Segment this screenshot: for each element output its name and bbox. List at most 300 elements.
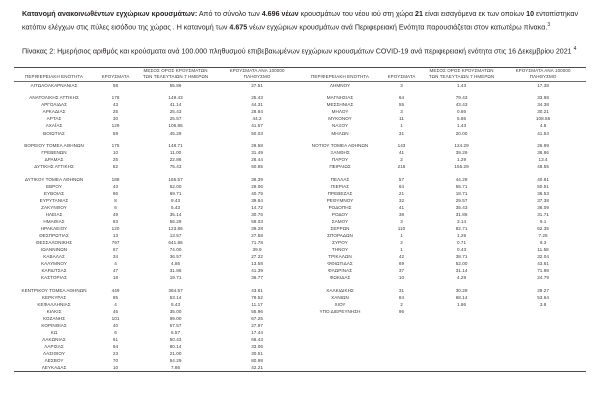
cases-per-100k-cell-left: 25.43 xyxy=(251,95,263,101)
region-name-cell-left: ΔΥΤΙΚΗΣ ΑΤΤΙΚΗΣ xyxy=(34,164,74,170)
cases-per-100k-cell-right: 53.64 xyxy=(537,294,549,300)
weekly-average-cell-right: 20.00 xyxy=(455,130,468,136)
cases-cell-right: 2 xyxy=(400,239,403,245)
empty-cell xyxy=(423,322,500,329)
cases-cell-left: 797 xyxy=(111,239,120,245)
region-name-cell-left: ΗΜΑΘΙΑΣ xyxy=(43,218,65,224)
region-name-cell-right: ΠΡΕΒΕΖΑΣ xyxy=(327,190,353,196)
cases-cell-left: 67 xyxy=(112,246,119,252)
cases-cell-left: 40 xyxy=(112,322,119,328)
weekly-average-cell-right: 31.86 xyxy=(455,211,468,217)
weekly-average-cell-left: 106.86 xyxy=(168,123,183,129)
cases-cell-left: 188 xyxy=(111,176,120,182)
cases-per-100k-cell-right: 11.58 xyxy=(537,246,549,252)
table-caption-text: Πίνακας 2: Ημερήσιος αριθμός και κρούσματα ανά 100.000 πληθυσμού επιβεβαιωμένων εγχώριων κρουσμάτων COVID-19 ανά περιφερειακή ενότητα στις 16 Δεκεμβρίου 2021 xyxy=(22,46,574,55)
weekly-average-cell-left: 56.29 xyxy=(169,218,182,224)
empty-cell xyxy=(380,343,423,350)
empty-cell xyxy=(423,329,500,336)
table-row xyxy=(14,176,586,183)
regional-cases-table-container xyxy=(14,67,586,372)
cases-cell-left: 4 xyxy=(114,260,117,266)
table-header xyxy=(14,68,586,82)
cases-per-100k-cell-right: 29.27 xyxy=(537,287,549,293)
region-name-cell-right: ΞΑΝΘΗΣ xyxy=(330,150,350,156)
imported-cases-value: 21 xyxy=(415,10,423,18)
cases-per-100k-cell-right: 48.55 xyxy=(537,164,549,170)
empty-cell xyxy=(300,322,380,329)
region-name-cell-left: ΑΧΑΪΑΣ xyxy=(45,123,63,129)
cases-cell-right: 64 xyxy=(398,183,405,189)
cases-per-100k-cell-left: 67.25 xyxy=(251,315,263,321)
empty-cell xyxy=(300,364,380,371)
cases-cell-left: 94 xyxy=(112,343,119,349)
report-page xyxy=(0,8,600,414)
table-row xyxy=(14,343,586,350)
cases-per-100k-cell-left: 39.84 xyxy=(251,197,263,203)
table-row xyxy=(14,130,586,137)
table-row xyxy=(14,239,586,246)
empty-cell xyxy=(423,336,500,343)
cases-per-100k-cell-right: 24.79 xyxy=(537,274,549,280)
table-row xyxy=(14,294,586,301)
cases-cell-right: 218 xyxy=(397,164,406,170)
header-cases-right: ΚΡΟΥΣΜΑΤΑ xyxy=(380,68,423,82)
empty-cell xyxy=(380,350,423,357)
empty-cell xyxy=(500,315,586,322)
intro-footnote-marker: 3 xyxy=(547,22,551,29)
weekly-average-cell-right: 0.86 xyxy=(456,109,467,115)
cases-cell-right: 2 xyxy=(400,157,403,163)
weekly-average-cell-right: 0.43 xyxy=(456,246,467,252)
cases-per-100k-cell-right: 26.99 xyxy=(537,143,549,149)
cases-cell-left: 10 xyxy=(112,150,119,156)
table-row xyxy=(14,225,586,232)
table-row xyxy=(14,218,586,225)
header-avg-right xyxy=(423,68,500,82)
cases-cell-left: 18 xyxy=(112,274,119,280)
table-row xyxy=(14,211,586,218)
region-name-cell-right: ΦΛΩΡΙΝΑΣ xyxy=(327,267,353,273)
weekly-average-cell-right: 124.29 xyxy=(454,143,469,149)
cases-per-100k-cell-left: 17.44 xyxy=(251,329,263,335)
cases-cell-right: 143 xyxy=(397,143,406,149)
cases-cell-left: 30 xyxy=(112,116,119,122)
cases-per-100k-cell-right: 17.38 xyxy=(537,82,549,88)
region-name-cell-left: ΛΑΚΩΝΙΑΣ xyxy=(42,336,66,342)
table-row xyxy=(14,336,586,343)
region-name-cell-right: ΡΟΔΟΠΗΣ xyxy=(328,204,352,210)
table-row xyxy=(14,123,586,130)
region-name-cell-left: ΘΕΣΣΑΛΟΝΙΚΗΣ xyxy=(35,239,73,245)
weekly-average-cell-right: 55.71 xyxy=(455,183,468,189)
table-row xyxy=(14,190,586,197)
cases-per-100k-cell-left: 39.28 xyxy=(251,225,263,231)
region-name-cell-right: ΛΗΜΝΟΥ xyxy=(329,82,351,88)
region-name-cell-left: ΙΩΑΝΝΙΝΩΝ xyxy=(40,246,68,252)
cases-per-100k-cell-right: 7.25 xyxy=(538,232,548,238)
table-row xyxy=(14,267,586,274)
region-name-cell-right: ΤΡΙΚΑΛΩΝ xyxy=(328,253,352,259)
region-name-cell-right: ΣΕΡΡΩΝ xyxy=(330,225,350,231)
region-name-cell-left: ΘΕΣΠΡΩΤΙΑΣ xyxy=(39,232,69,238)
region-name-cell-left: ΚΩ xyxy=(50,329,58,335)
table-row xyxy=(14,116,586,123)
weekly-average-cell-left: 31.86 xyxy=(169,267,182,273)
weekly-average-cell-right xyxy=(423,308,500,315)
weekly-average-cell-left: 54.29 xyxy=(169,357,182,363)
empty-cell xyxy=(300,336,380,343)
cases-cell-right: 11 xyxy=(399,116,404,122)
region-name-cell-left: ΕΥΡΥΤΑΝΙΑΣ xyxy=(39,197,69,203)
cases-per-100k-cell-left: 71.78 xyxy=(251,239,263,245)
cases-cell-left: 85 xyxy=(112,294,119,300)
weekly-average-cell-right: 44.29 xyxy=(455,176,468,182)
header-per100k-right-line2: ΠΛΗΘΥΣΜΟ xyxy=(529,74,557,80)
empty-cell xyxy=(380,322,423,329)
cases-per-100k-cell-left: 30.51 xyxy=(251,350,263,356)
cases-cell-left: 449 xyxy=(111,287,120,293)
weekly-average-cell-left: 4.86 xyxy=(171,260,181,266)
cases-cell-right: 84 xyxy=(398,294,405,300)
region-name-cell-left: ΕΥΒΟΙΑΣ xyxy=(43,190,65,196)
table-row xyxy=(14,197,586,204)
cases-per-100k-cell-left: 14.72 xyxy=(251,204,263,210)
intro-text-5: νέων εγχώριων κρουσμάτων ανά Περιφερειακή Ενότητα παρουσιάζεται στον κατωτέρω πίνακα. xyxy=(247,23,548,32)
weekly-average-cell-left: 50.43 xyxy=(169,336,182,342)
header-avg-left xyxy=(137,68,214,82)
table-row xyxy=(14,364,586,371)
empty-cell xyxy=(500,329,586,336)
table-row xyxy=(14,204,586,211)
weekly-average-cell-left: 641.86 xyxy=(168,239,183,245)
caption-footnote-marker: 4 xyxy=(573,45,577,52)
cases-per-100k-cell-left: 43.61 xyxy=(251,287,263,293)
cases-per-100k-cell-left: 50.95 xyxy=(251,164,263,170)
region-name-cell-right: ΠΑΡΟΥ xyxy=(331,157,349,163)
weekly-average-cell-left: 11.00 xyxy=(169,150,182,156)
table-row xyxy=(14,260,586,267)
cases-per-100k-cell-right: 62.35 xyxy=(537,225,549,231)
cases-per-100k-cell-right: 31.71 xyxy=(537,211,549,217)
table-row xyxy=(14,102,586,109)
cases-cell-right: 1 xyxy=(400,232,403,238)
table-row xyxy=(14,157,586,164)
cases-cell-right: 37 xyxy=(398,267,405,273)
cases-per-100k-cell-left: 27.58 xyxy=(251,232,263,238)
cases-per-100k-cell-left: 38.39 xyxy=(251,176,263,182)
weekly-average-cell-left: 6.57 xyxy=(171,329,181,335)
cases-per-100k-cell-right: 4.8 xyxy=(539,123,547,129)
table-row xyxy=(14,149,586,156)
gate-detected-value: 10 xyxy=(526,10,535,18)
region-name-cell-right: ΡΟΔΟΥ xyxy=(331,211,349,217)
cases-per-100k-cell-left: 26.44 xyxy=(251,157,263,163)
weekly-average-cell-left: 123.86 xyxy=(168,225,183,231)
empty-cell xyxy=(500,350,586,357)
region-name-cell-left: ΗΡΑΚΛΕΙΟΥ xyxy=(40,225,68,231)
region-name-cell-right: ΠΕΙΡΑΙΩΣ xyxy=(329,164,351,170)
region-name-cell-right: ΦΘΙΩΤΙΔΑΣ xyxy=(327,260,353,266)
cases-cell-right: 3 xyxy=(400,218,403,224)
weekly-average-cell-right: 155.29 xyxy=(454,164,469,170)
empty-cell xyxy=(300,357,380,364)
empty-cell xyxy=(380,364,423,371)
cases-per-100k-cell-left: 31.49 xyxy=(251,150,263,156)
cases-per-100k-cell-left: 44.31 xyxy=(251,102,263,108)
cases-cell-right: 2 xyxy=(400,301,403,307)
weekly-average-cell-left: 53.14 xyxy=(169,294,182,300)
weekly-average-cell-left: 148.71 xyxy=(168,143,183,149)
cases-cell-right: 31 xyxy=(398,287,405,293)
region-name-cell-left: ΚΕΝΤΡΙΚΟΥ ΤΟΜΕΑ ΑΘΗΝΩΝ xyxy=(21,287,87,293)
header-region-right: ΠΕΡΙΦΕΡΕΙΑΚΗ ΕΝΟΤΗΤΑ xyxy=(300,68,380,82)
table-row xyxy=(14,82,586,90)
weekly-average-cell-left: 52.00 xyxy=(169,183,182,189)
weekly-average-cell-right: 5.86 xyxy=(456,116,467,122)
table-row xyxy=(14,287,586,294)
cases-cell-right: 21 xyxy=(398,190,405,196)
region-name-cell-left: ΚΟΖΑΝΗΣ xyxy=(42,315,66,321)
weekly-average-cell-left: 25.57 xyxy=(169,116,182,122)
cases-cell-right: 110 xyxy=(397,225,406,231)
cases-per-100k-cell-right: 36.86 xyxy=(537,150,549,156)
cases-per-100k-cell-left: 13.58 xyxy=(251,260,263,266)
table-row xyxy=(14,246,586,253)
weekly-average-cell-left: 36.57 xyxy=(169,253,182,259)
cases-cell-left: 120 xyxy=(111,225,120,231)
region-name-cell-right: ΧΑΛΚΙΔΙΚΗΣ xyxy=(326,287,354,293)
weekly-average-cell-left: 75.43 xyxy=(169,164,182,170)
region-name-cell-right: ΣΠΟΡΑΔΩΝ xyxy=(327,232,353,238)
cases-per-100k-cell-left: 50.03 xyxy=(251,130,263,136)
cases-cell-left: 45 xyxy=(112,308,119,314)
weekly-average-cell-left: 25.43 xyxy=(169,109,182,115)
cases-per-100k-cell-left: 11.17 xyxy=(251,301,263,307)
weekly-average-cell-left: 74.00 xyxy=(169,246,182,252)
cases-cell-left: 6 xyxy=(114,329,117,335)
intro-text-3: είναι εισαγόμενα εκ των οποίων xyxy=(422,10,527,18)
region-name-cell-right: ΣΥΡΟΥ xyxy=(332,239,348,245)
cases-per-100k-cell-right: 37.38 xyxy=(537,197,549,203)
table-header-row xyxy=(14,68,586,82)
cases-cell-left: 34 xyxy=(112,253,119,259)
weekly-average-cell-left: 57.57 xyxy=(169,322,182,328)
cases-cell-left: 129 xyxy=(111,123,120,129)
empty-cell xyxy=(300,350,380,357)
weekly-average-cell-right: 39.29 xyxy=(455,150,468,156)
region-name-cell-left: ΓΡΕΒΕΝΩΝ xyxy=(41,150,67,156)
header-region-left: ΠΕΡΙΦΕΡΕΙΑΚΗ ΕΝΟΤΗΤΑ xyxy=(14,68,94,82)
cases-per-100k-cell-right: 32.04 xyxy=(537,253,549,259)
cases-cell-left: 82 xyxy=(112,164,119,170)
cases-per-100k-cell-right: 36.09 xyxy=(537,204,549,210)
cases-cell-left: 61 xyxy=(112,336,119,342)
weekly-average-cell-left: 149.43 xyxy=(168,95,183,101)
cases-per-100k-cell-right: 40.81 xyxy=(537,176,549,182)
cases-cell-left: 58 xyxy=(112,82,119,88)
weekly-average-cell-left: 35.14 xyxy=(169,211,182,217)
region-name-cell-left: ΚΕΦΑΛΛΗΝΙΑΣ xyxy=(37,301,71,307)
cases-per-100k-cell-left: 30.76 xyxy=(251,211,263,217)
header-avg-left-line1: ΜΕΣΟΣ ΟΡΟΣ ΚΡΟΥΣΜΑΤΩΝ xyxy=(143,68,208,74)
empty-cell xyxy=(380,336,423,343)
region-name-cell-left: ΚΕΡΚΥΡΑΣ xyxy=(41,294,67,300)
region-name-cell-right: ΜΑΓΝΗΣΙΑΣ xyxy=(326,95,354,101)
region-name-cell-left: ΗΛΕΙΑΣ xyxy=(45,211,63,217)
weekly-average-cell-left: 21.00 xyxy=(169,350,182,356)
header-per100k-left xyxy=(214,68,300,82)
region-name-cell-left: ΖΑΚΥΝΘΟΥ xyxy=(41,204,67,210)
cases-cell-left: 47 xyxy=(112,267,119,273)
cases-cell-left: 86 xyxy=(112,190,119,196)
cases-cell-left: 8 xyxy=(114,197,117,203)
weekly-average-cell-left: 80.14 xyxy=(169,343,182,349)
cases-cell-right: 69 xyxy=(398,260,405,266)
header-per100k-right-line1: ΚΡΟΥΣΜΑΤΑ ΑΝΑ 100000 xyxy=(515,68,571,74)
cases-per-100k-cell-right: 9.1 xyxy=(539,218,547,224)
cases-per-100k-cell-right: 108.55 xyxy=(535,116,551,122)
cases-per-100k-cell-right: 50.51 xyxy=(537,183,549,189)
cases-cell-left: 175 xyxy=(111,143,120,149)
header-per100k-left-line1: ΚΡΟΥΣΜΑΤΑ ΑΝΑ 100000 xyxy=(229,68,285,74)
region-name-cell-left: ΑΡΤΑΣ xyxy=(46,116,62,122)
weekly-average-cell-right: 3.14 xyxy=(456,218,467,224)
cases-per-100k-cell-right: 13.4 xyxy=(538,157,548,163)
table-row xyxy=(14,329,586,336)
regional-cases-table xyxy=(14,68,586,371)
table-row xyxy=(14,274,586,281)
region-name-cell-left: ΒΟΙΩΤΙΑΣ xyxy=(43,130,65,136)
cases-per-100k-cell-left: 29.58 xyxy=(251,143,263,149)
region-name-cell-right: ΜΗΛΟΥ xyxy=(331,109,349,115)
weekly-average-cell-right: 1.29 xyxy=(456,157,467,163)
region-name-cell-right: ΤΗΝΟΥ xyxy=(331,246,349,252)
empty-cell xyxy=(423,357,500,364)
cases-per-100k-cell-right xyxy=(500,308,586,315)
table-row xyxy=(14,109,586,116)
cases-cell-left: 83 xyxy=(112,218,119,224)
region-name-cell-right: ΜΗΛΩΝ xyxy=(331,130,349,136)
weekly-average-cell-right: 1.43 xyxy=(456,82,467,88)
cases-cell-left: 25 xyxy=(112,109,119,115)
cases-cell-right: 57 xyxy=(398,176,405,182)
cases-cell-left: 43 xyxy=(112,183,119,189)
header-avg-right-line1: ΜΕΣΟΣ ΟΡΟΣ ΚΡΟΥΣΜΑΤΩΝ xyxy=(429,68,494,74)
cases-per-100k-cell-right: 36.53 xyxy=(537,190,549,196)
table-caption xyxy=(22,45,578,58)
weekly-average-cell-left: 364.57 xyxy=(168,287,183,293)
region-name-cell-left: ΔΡΑΜΑΣ xyxy=(44,157,64,163)
cases-per-100k-cell-left: 27.97 xyxy=(251,322,263,328)
cases-per-100k-cell-right: 43.61 xyxy=(537,260,549,266)
region-name-cell-left: ΛΕΥΚΑΔΑΣ xyxy=(41,364,67,370)
region-name-cell-left: ΚΑΒΑΛΑΣ xyxy=(43,253,65,259)
region-name-cell-right: ΠΙΕΡΙΑΣ xyxy=(330,183,350,189)
cases-cell-left: 178 xyxy=(111,95,120,101)
empty-cell xyxy=(423,350,500,357)
region-name-cell-left: ΚΟΡΙΝΘΙΑΣ xyxy=(41,322,67,328)
weekly-average-cell-left: 9.43 xyxy=(171,197,181,203)
weekly-average-cell-right: 1.29 xyxy=(456,232,467,238)
cases-cell-right: 41 xyxy=(398,150,405,156)
empty-cell xyxy=(380,329,423,336)
cases-cell-left: 23 xyxy=(112,350,119,356)
cases-per-100k-cell-right: 9.3 xyxy=(539,239,547,245)
region-name-cell-left: ΑΝΑΤΟΛΙΚΗΣ ΑΤΤΙΚΗΣ xyxy=(29,95,79,101)
table-row xyxy=(14,322,586,329)
region-name-cell-right: ΝΟΤΙΟΥ ΤΟΜΕΑ ΑΘΗΝΩΝ xyxy=(311,143,369,149)
weekly-average-cell-right: 18.71 xyxy=(455,190,468,196)
weekly-average-cell-right: 35.43 xyxy=(455,204,468,210)
region-name-cell-left: ΛΕΣΒΟΥ xyxy=(44,357,64,363)
cases-cell-right: 1 xyxy=(400,246,403,252)
cases-per-100k-cell-left: 36.77 xyxy=(251,274,263,280)
weekly-average-cell-right: 38.71 xyxy=(455,253,468,259)
weekly-average-cell-right: 1.86 xyxy=(456,301,467,307)
region-name-cell-left: ΑΡΓΟΛΙΔΑΣ xyxy=(41,102,67,108)
cases-cell-left: 59 xyxy=(112,130,119,136)
cases-per-100k-cell-right: 71.98 xyxy=(537,267,549,273)
cases-per-100k-cell-right: 34.38 xyxy=(537,102,549,108)
region-name-cell-right: ΠΕΛΛΑΣ xyxy=(330,176,350,182)
cases-cell-right: 10 xyxy=(398,274,405,280)
region-name-cell-left: ΕΒΡΟΥ xyxy=(46,183,62,189)
empty-cell xyxy=(500,336,586,343)
weekly-average-cell-right: 29.57 xyxy=(455,197,468,203)
weekly-average-cell-right: 68.14 xyxy=(455,294,468,300)
cases-per-100k-cell-left: 40.79 xyxy=(251,190,263,196)
weekly-average-cell-left: 13.57 xyxy=(169,232,182,238)
empty-cell xyxy=(380,315,423,322)
region-name-cell-left: ΛΑΡΙΣΑΣ xyxy=(44,343,64,349)
cases-cell-right: 64 xyxy=(398,95,405,101)
intro-text-4: εντοπίστηκαν κατόπιν ελέγχων στις πύλες εισόδου της χώρας . Η κατανομή των xyxy=(22,10,578,32)
cases-per-100k-cell-left: 80.98 xyxy=(251,357,263,363)
region-name-cell-right: ΥΠΟ ΔΙΕΡΕΥΝΗΣΗ xyxy=(319,308,361,314)
cases-cell-right: 31 xyxy=(398,130,405,136)
cases-cell-right: 55 xyxy=(398,102,405,108)
empty-cell xyxy=(423,343,500,350)
cases-cell-left: 49 xyxy=(112,211,119,217)
cases-per-100k-cell-left: 59.03 xyxy=(251,218,263,224)
region-name-cell-right: ΧΑΝΙΩΝ xyxy=(331,294,349,300)
intro-text-1: Από το σύνολο των xyxy=(197,10,262,18)
header-per100k-right xyxy=(500,68,586,82)
region-name-cell-left: ΑΡΚΑΔΙΑΣ xyxy=(42,109,66,115)
weekly-average-cell-left: 45.29 xyxy=(169,130,182,136)
table-row xyxy=(14,253,586,260)
cases-cell-left: 4 xyxy=(114,301,117,307)
cases-cell-left: 70 xyxy=(112,357,119,363)
intro-text-2: κρουσμάτων του νέου ιού στη χώρα xyxy=(298,10,416,18)
empty-cell xyxy=(300,315,380,322)
cases-per-100k-cell-right: 41.53 xyxy=(537,130,549,136)
table-body xyxy=(14,82,586,371)
table-row xyxy=(14,350,586,357)
cases-per-100k-cell-left: 41.39 xyxy=(251,267,263,273)
region-name-cell-left: ΚΑΣΤΟΡΙΑΣ xyxy=(41,274,68,280)
region-name-cell-right: ΝΑΞΟΥ xyxy=(331,123,349,129)
region-name-cell-left: ΛΑΣΙΘΙΟΥ xyxy=(43,350,66,356)
weekly-average-cell-right: 82.71 xyxy=(455,225,468,231)
table-row xyxy=(14,183,586,190)
weekly-average-cell-left: 22.86 xyxy=(169,157,182,163)
domestic-cases-value: 4.675 xyxy=(229,23,248,32)
empty-cell xyxy=(423,364,500,371)
cases-per-100k-cell-left: 27.22 xyxy=(251,253,263,259)
region-name-cell-right: ΜΥΚΟΝΟΥ xyxy=(328,116,352,122)
weekly-average-cell-left: 55.86 xyxy=(169,82,182,88)
